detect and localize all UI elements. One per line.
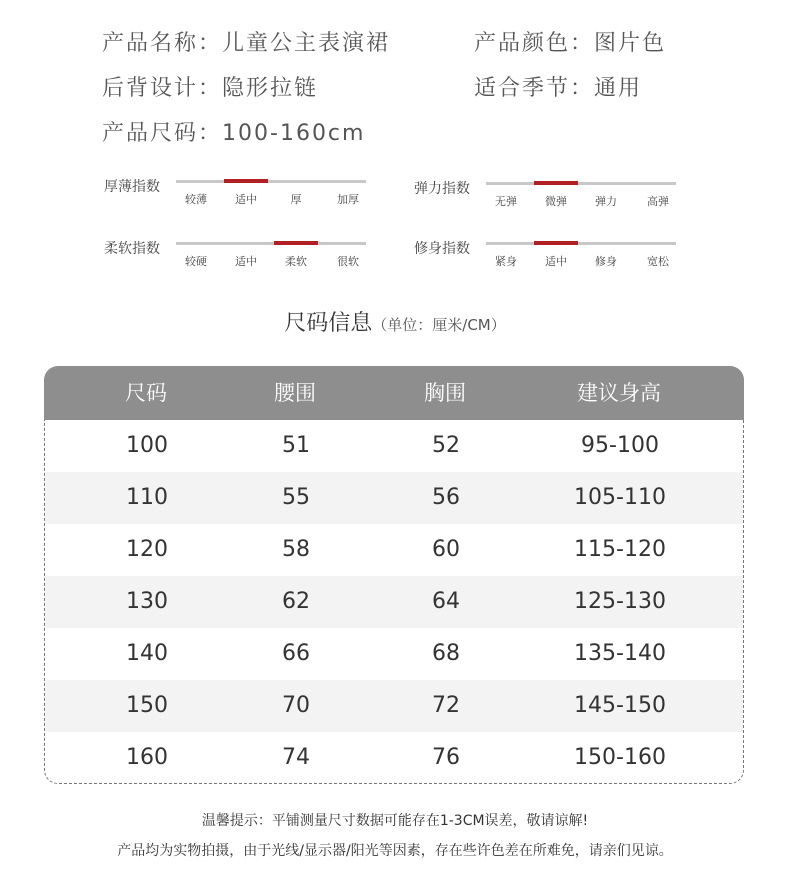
info-label: 产品名称： <box>102 31 223 56</box>
table-cell: 100 <box>126 433 168 458</box>
index-label: 厚薄指数 <box>104 179 160 195</box>
table-row <box>45 420 743 472</box>
table-cell: 160 <box>126 745 168 770</box>
index-option: 较薄 <box>185 193 207 206</box>
index-track <box>176 242 366 245</box>
index-label: 弹力指数 <box>414 181 470 197</box>
info-value: 图片色 <box>594 31 667 56</box>
info-label: 适合季节： <box>474 76 595 101</box>
info-value: 隐形拉链 <box>222 76 319 101</box>
size-section-title <box>0 306 790 337</box>
info-product-color <box>474 26 666 57</box>
table-row <box>45 472 743 524</box>
table-cell: 105-110 <box>574 485 666 510</box>
index-track <box>176 180 366 183</box>
note-color-difference: 产品均为实物拍摄，由于光线/显示器/阳光等因素，存在些许色差在所难免，请亲们见谅。 <box>117 843 673 859</box>
index-elasticity <box>414 178 678 212</box>
index-option: 弹力 <box>595 195 617 208</box>
size-table <box>44 366 744 784</box>
table-cell: 150-160 <box>574 745 666 770</box>
table-cell: 135-140 <box>574 641 666 666</box>
info-label: 产品颜色： <box>474 31 595 56</box>
table-cell: 66 <box>282 641 310 666</box>
table-cell: 76 <box>432 745 460 770</box>
info-product-name <box>102 26 390 57</box>
info-product-size <box>102 116 365 147</box>
info-value: 100-160cm <box>222 121 366 146</box>
table-row <box>45 524 743 576</box>
table-cell: 110 <box>126 485 168 510</box>
table-header-cell: 尺码 <box>125 381 167 405</box>
index-option: 较硬 <box>185 255 207 268</box>
table-cell: 140 <box>126 641 168 666</box>
table-cell: 150 <box>126 693 168 718</box>
table-cell: 145-150 <box>574 693 666 718</box>
table-cell: 55 <box>282 485 310 510</box>
table-row <box>45 576 743 628</box>
table-row <box>45 680 743 732</box>
size-unit: （单位：厘米/CM） <box>372 316 506 334</box>
index-softness <box>104 238 368 272</box>
index-option: 修身 <box>595 255 617 268</box>
info-value: 儿童公主表演裙 <box>222 31 391 56</box>
table-cell: 64 <box>432 589 460 614</box>
table-body <box>44 420 744 784</box>
index-selected-mark <box>274 241 318 245</box>
index-selected-mark <box>534 181 578 185</box>
table-header-cell: 建议身高 <box>577 381 661 405</box>
info-back-design <box>102 71 318 102</box>
table-cell: 70 <box>282 693 310 718</box>
table-cell: 74 <box>282 745 310 770</box>
table-cell: 95-100 <box>581 433 659 458</box>
index-track <box>486 182 676 185</box>
index-option: 适中 <box>235 255 257 268</box>
index-selected-mark <box>224 179 268 183</box>
note-measurement: 温馨提示：平铺测量尺寸数据可能存在1-3CM误差，敬请谅解! <box>201 813 589 829</box>
table-cell: 130 <box>126 589 168 614</box>
info-value: 通用 <box>594 76 643 101</box>
index-option: 柔软 <box>285 255 307 268</box>
index-option: 适中 <box>545 255 567 268</box>
table-cell: 72 <box>432 693 460 718</box>
table-header <box>44 366 744 420</box>
index-option: 厚 <box>290 193 302 206</box>
size-title: 尺码信息 <box>284 311 373 336</box>
table-row <box>45 628 743 680</box>
info-label: 后背设计： <box>102 76 223 101</box>
index-option: 适中 <box>235 193 257 206</box>
index-label: 修身指数 <box>414 241 470 257</box>
table-header-cell: 胸围 <box>424 381 466 405</box>
table-cell: 125-130 <box>574 589 666 614</box>
index-option: 高弹 <box>647 195 669 208</box>
table-header-cell: 腰围 <box>274 381 316 405</box>
table-cell: 52 <box>432 433 460 458</box>
index-thickness <box>104 176 368 210</box>
index-track <box>486 242 676 245</box>
table-cell: 51 <box>282 433 310 458</box>
index-fit <box>414 238 678 272</box>
index-option: 紧身 <box>495 255 517 268</box>
index-option: 微弹 <box>545 195 567 208</box>
table-cell: 120 <box>126 537 168 562</box>
table-cell: 56 <box>432 485 460 510</box>
index-option: 宽松 <box>647 255 669 268</box>
table-row <box>45 732 743 784</box>
index-option: 加厚 <box>337 193 359 206</box>
table-cell: 58 <box>282 537 310 562</box>
index-label: 柔软指数 <box>104 241 160 257</box>
info-label: 产品尺码： <box>102 121 223 146</box>
index-option: 无弹 <box>495 195 517 208</box>
table-cell: 68 <box>432 641 460 666</box>
table-cell: 115-120 <box>574 537 666 562</box>
index-option: 很软 <box>337 255 359 268</box>
table-cell: 62 <box>282 589 310 614</box>
index-selected-mark <box>534 241 578 245</box>
table-cell: 60 <box>432 537 460 562</box>
info-season <box>474 71 642 102</box>
